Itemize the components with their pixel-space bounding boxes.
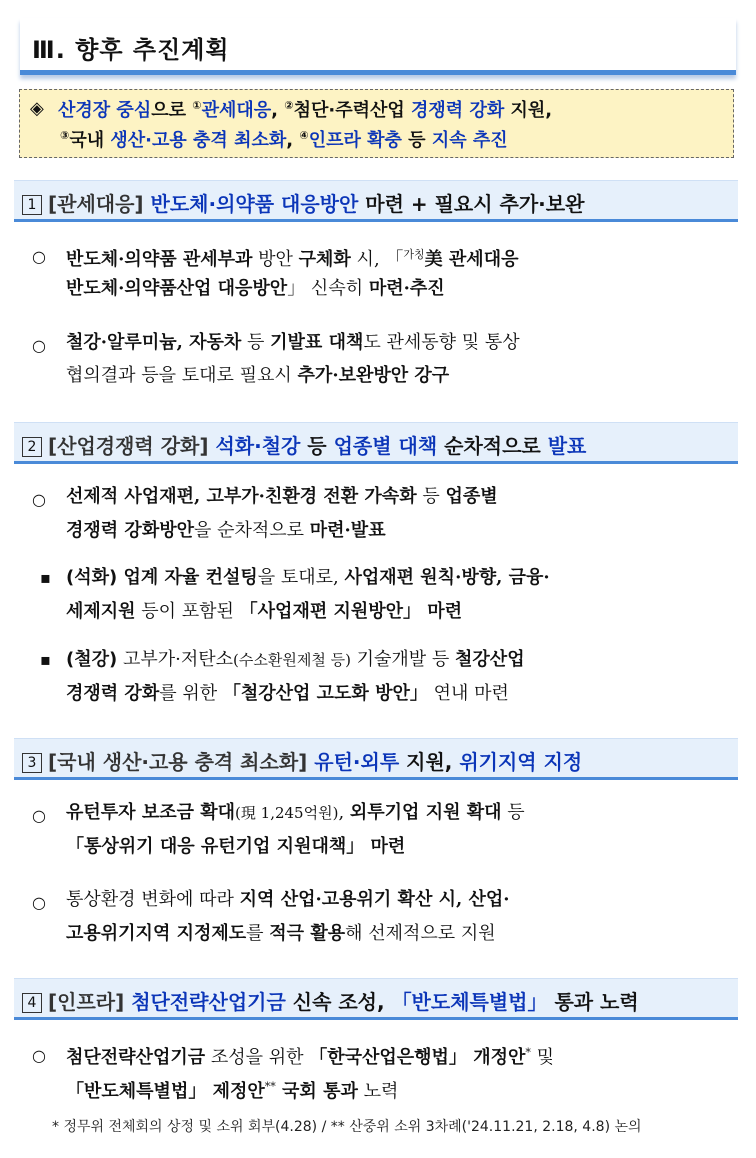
section-1-header: 1 [관세대응] 반도체·의약품 대응방안 마련 + 필요시 추가·보완 [14,180,738,222]
section-3-item-1-line-2: 「통상위기 대응 유턴기업 지원대책」 마련 [66,836,406,857]
section-number: 3 [22,753,42,773]
section-2-item-1-line-2: 경쟁력 강화방안을 순차적으로 마련·발표 [66,520,386,541]
section-1-item-1-line-1: 반도체·의약품 관세부과 방안 구체화 시, 「$^{가칭}$美 관세대응 [66,248,519,270]
circle-bullet-icon: ○ [32,1046,46,1065]
section-2-header: 2 [산업경쟁력 강화] 석화·철강 등 업종별 대책 순차적으로 발표 [14,422,738,464]
summary-box [19,89,734,158]
section-2-sub-2-line-2: 경쟁력 강화를 위한 「철강산업 고도화 방안」 연내 마련 [66,683,509,704]
section-number: 4 [22,993,42,1013]
section-2-sub-1-line-1: (석화) 업계 자율 컨설팅을 토대로, 사업재편 원칙·방향, 금융· [66,567,550,588]
section-4-item-1-line-1: 첨단전략산업기금 조성을 위한 「한국산업은행법」 개정안* 및 [66,1046,554,1068]
section-4-header: 4 [인프라] 첨단전략산업기금 신속 조성, 「반도체특별법」 통과 노력 [14,978,738,1020]
section-4-item-1-line-2: 「반도체특별법」 제정안** 국회 통과 노력 [66,1080,399,1102]
section-1-item-2-line-1: 철강·알루미늄, 자동차 등 기발표 대책도 관세동향 및 통상 [66,332,520,353]
section-1-item-1-line-2: 반도체·의약품산업 대응방안」 신속히 마련·추진 [66,278,445,299]
page-title [20,18,736,75]
section-1-item-2-line-2: 협의결과 등을 토대로 필요시 추가·보완방안 강구 [66,365,450,386]
circle-bullet-icon: ○ [32,247,46,266]
square-bullet-icon: ▪ [40,568,51,587]
section-3-item-2-line-1: 통상환경 변화에 따라 지역 산업·고용위기 확산 시, 산업· [66,889,510,910]
section-3-item-1-line-1: 유턴투자 보조금 확대(現 1,245억원), 외투기업 지원 확대 등 [66,802,525,823]
section-2-sub-2-line-1: (철강) 고부가·저탄소(수소환원제철 등) 기술개발 등 철강산업 [66,649,525,670]
circle-bullet-icon: ○ [32,806,46,825]
section-number: 2 [22,437,42,457]
page-title-text: Ⅲ. 향후 추진계획 [32,36,230,64]
circle-bullet-icon: ○ [32,336,46,355]
summary-line-2: ③국내 생산·고용 충격 최소화, ④인프라 확충 등 지속 추진 [60,129,508,151]
square-bullet-icon: ▪ [40,650,51,669]
section-3-item-2-line-2: 고용위기지역 지정제도를 적극 활용해 선제적으로 지원 [66,923,496,944]
circle-bullet-icon: ○ [32,893,46,912]
section-2-item-1-line-1: 선제적 사업재편, 고부가·친환경 전환 가속화 등 업종별 [66,486,498,507]
footnote: * 정무위 전체회의 상정 및 소위 회부(4.28) / ** 산중위 소위 3차례('24.11.21, 2.18, 4.8) 논의 [52,1119,642,1135]
circle-bullet-icon: ○ [32,490,46,509]
section-3-header: 3 [국내 생산·고용 충격 최소화] 유턴·외투 지원, 위기지역 지정 [14,738,738,780]
section-2-sub-1-line-2: 세제지원 등이 포함된 「사업재편 지원방안」 마련 [66,601,463,622]
diamond-icon: ◈ [30,98,44,119]
section-number: 1 [22,195,42,215]
summary-line-1: 산경장 중심으로 ①관세대응, ②첨단·주력산업 경쟁력 강화 지원, [58,99,553,121]
